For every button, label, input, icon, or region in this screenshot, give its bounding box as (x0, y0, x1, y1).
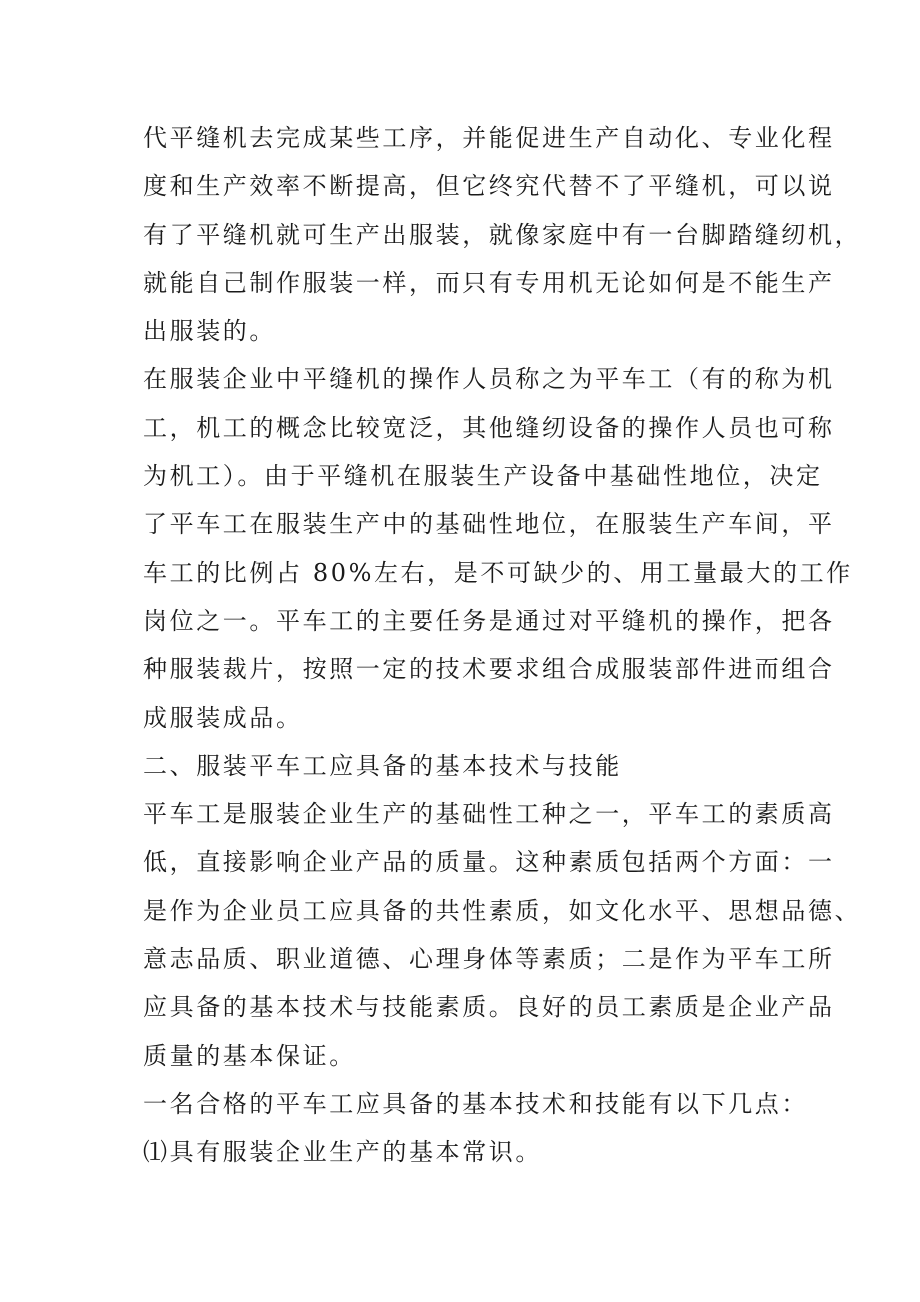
text-line: 了平车工在服装生产中的基础性地位，在服装生产车间，平 (143, 510, 835, 539)
text-line: 有了平缝机就可生产出服装，就像家庭中有一台脚踏缝纫机， (143, 220, 862, 249)
text-line: 度和生产效率不断提高，但它终究代替不了平缝机，可以说 (143, 172, 835, 201)
text-line: 车工的比例占 80%左右，是不可缺少的、用工量最大的工作 (143, 558, 853, 587)
text-line: 就能自己制作服装一样，而只有专用机无论如何是不能生产 (143, 268, 835, 297)
text-line: 质量的基本保证。 (143, 1041, 356, 1070)
text-line: 平车工是服装企业生产的基础性工种之一，平车工的素质高 (143, 800, 835, 829)
text-line: 出服装的。 (143, 317, 276, 346)
text-line: 一名合格的平车工应具备的基本技术和技能有以下几点： (143, 1089, 808, 1118)
document-body (143, 114, 862, 1177)
text-line: 是作为企业员工应具备的共性素质，如文化水平、思想品德、 (143, 896, 862, 925)
text-line: 应具备的基本技术与技能素质。良好的员工素质是企业产品 (143, 993, 835, 1022)
text-line: 为机工）。由于平缝机在服装生产设备中基础性地位，决定 (143, 462, 823, 491)
text-line: 工，机工的概念比较宽泛，其他缝纫设备的操作人员也可称 (143, 413, 835, 442)
text-line: 种服装裁片，按照一定的技术要求组合成服装部件进而组合 (143, 655, 835, 684)
text-line: 低，直接影响企业产品的质量。这种素质包括两个方面：一 (143, 848, 835, 877)
text-line: 代平缝机去完成某些工序，并能促进生产自动化、专业化程 (143, 124, 835, 152)
text-line: 成服装成品。 (143, 703, 303, 732)
list-item: ⑴具有服装企业生产的基本常识。 (143, 1138, 542, 1167)
text-line: 意志品质、职业道德、心理身体等素质；二是作为平车工所 (143, 945, 835, 974)
section-heading: 二、服装平车工应具备的基本技术与技能 (143, 751, 622, 780)
text-line: 岗位之一。平车工的主要任务是通过对平缝机的操作，把各 (143, 606, 835, 635)
text-line: 在服装企业中平缝机的操作人员称之为平车工（有的称为机 (143, 365, 835, 394)
